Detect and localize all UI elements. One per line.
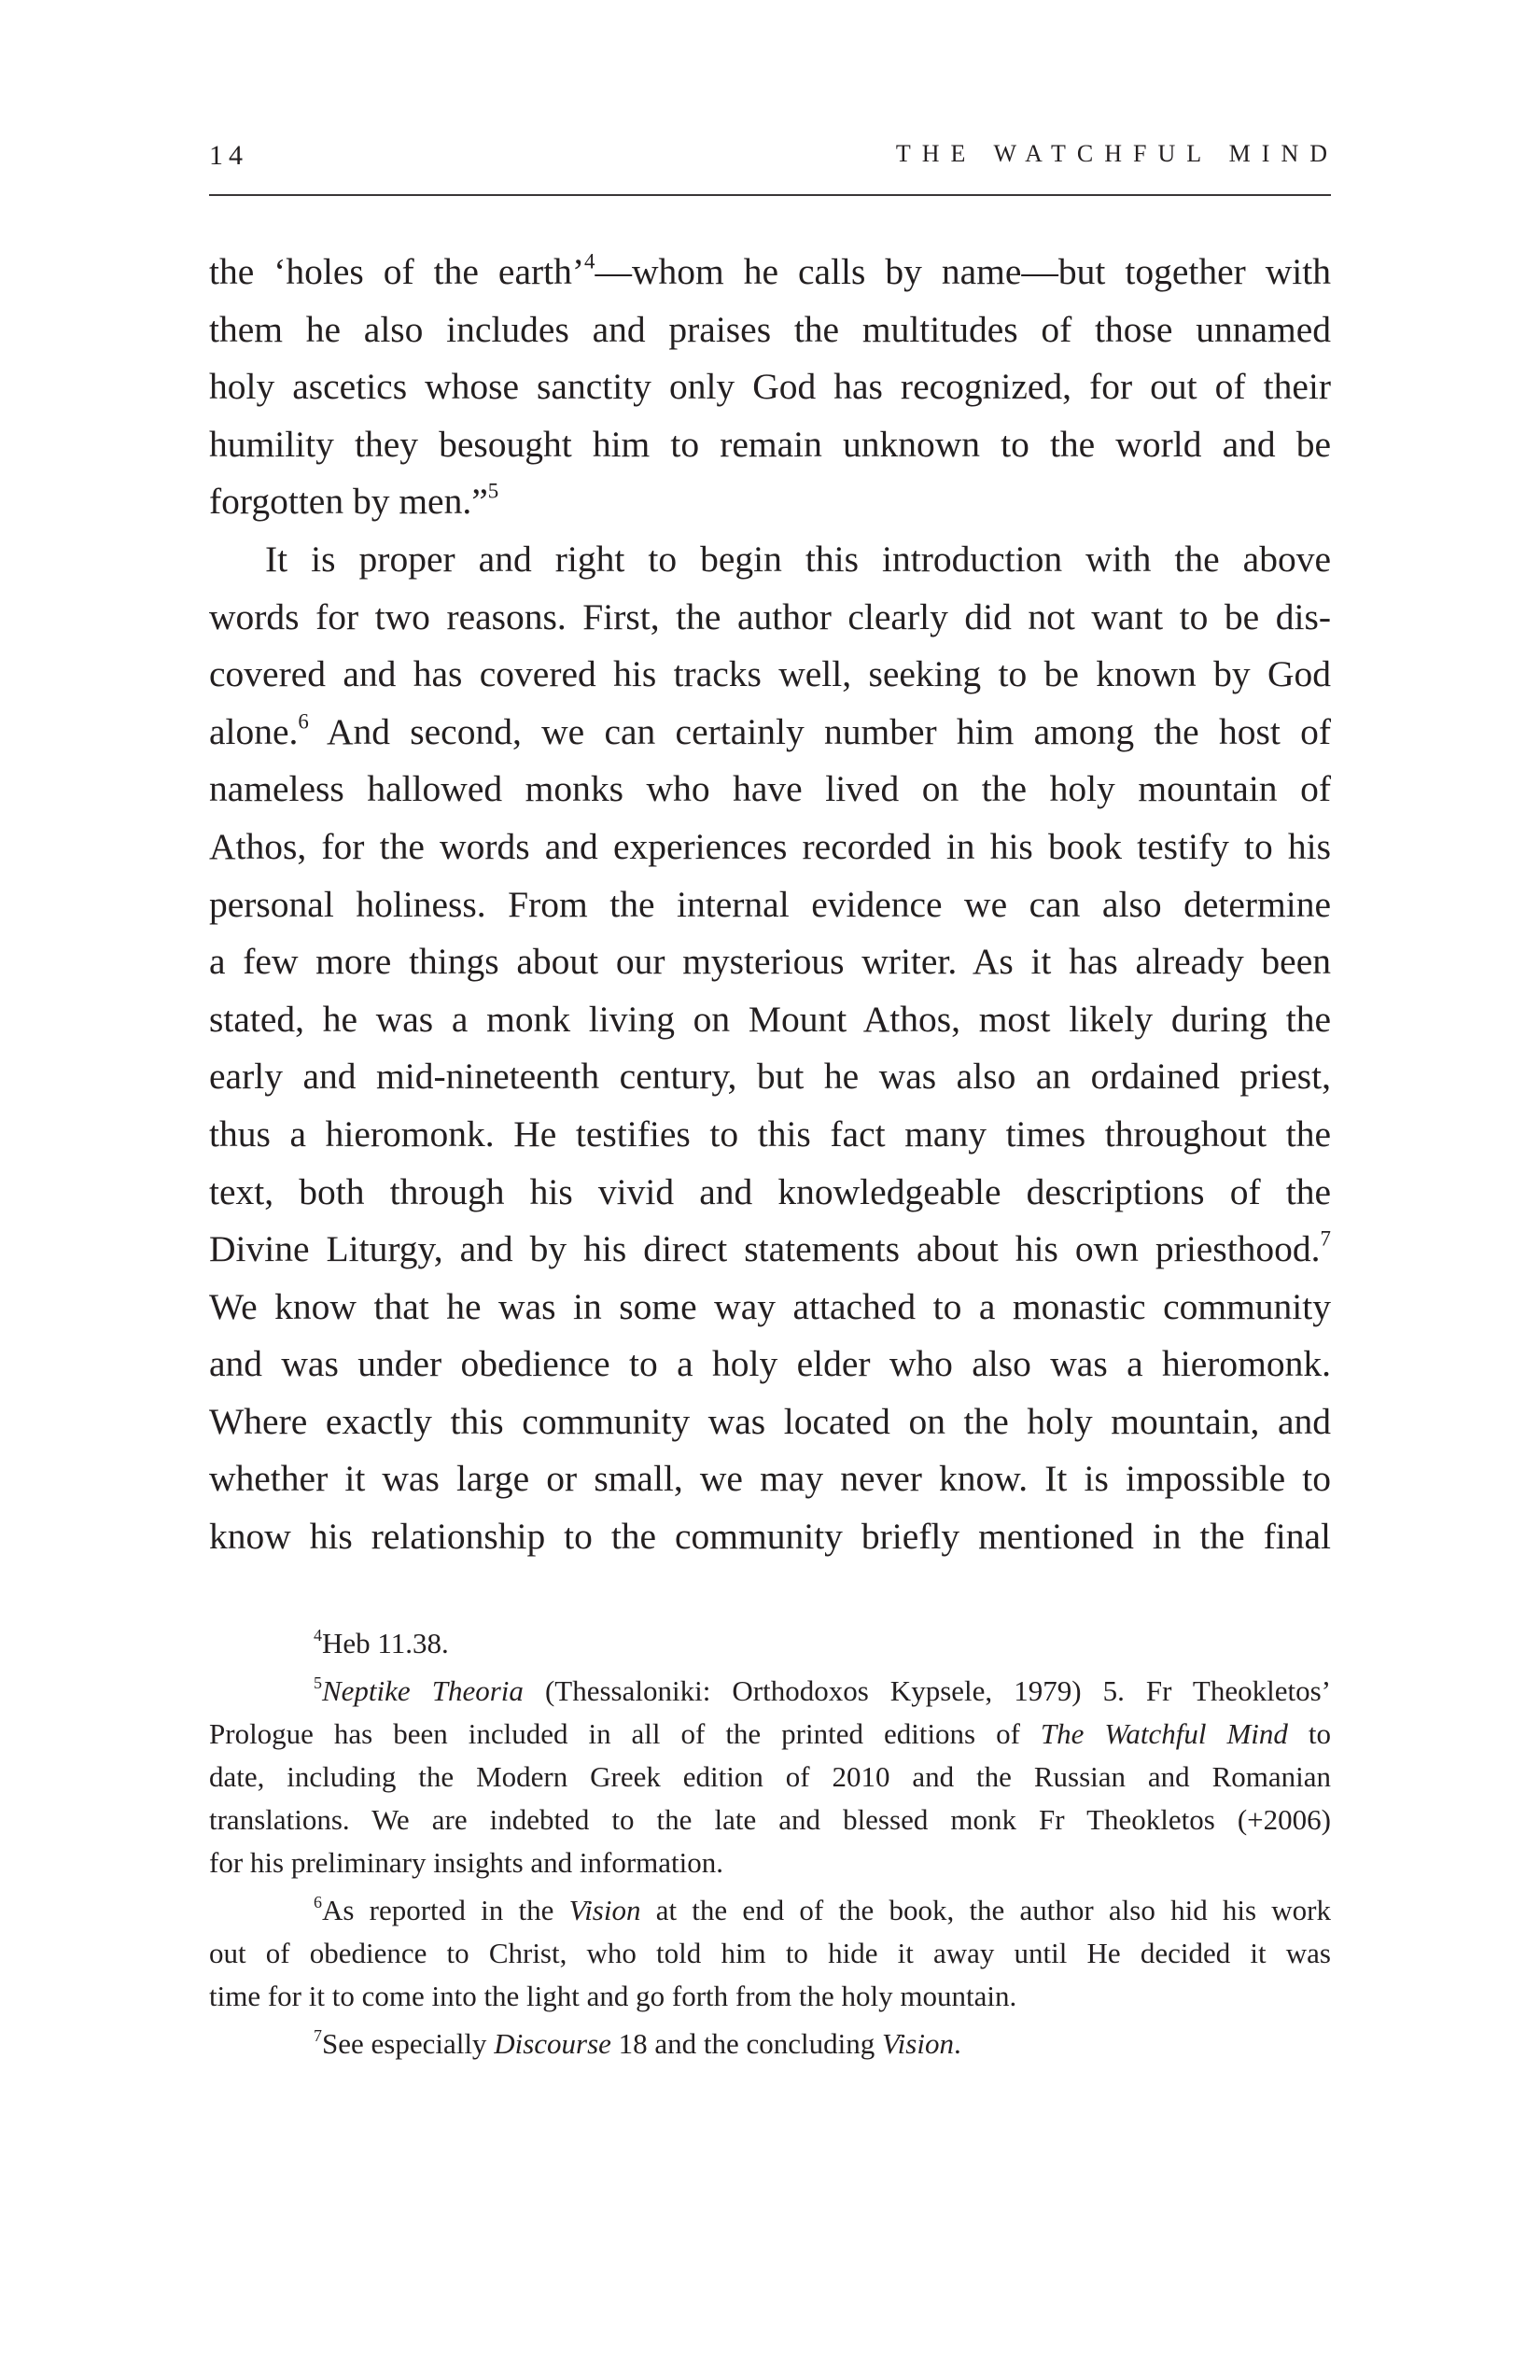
text-line: holy ascetics whose sanctity only God has recognized, for out of their — [209, 366, 1331, 408]
footnote-ref-5[interactable]: 5 — [487, 479, 499, 503]
running-head-title: THE WATCHFUL MIND — [895, 140, 1338, 167]
text-line: know his relationship to the community briefly mentioned in the final — [209, 1516, 1331, 1558]
footnote-line: date, including the Modern Greek edition of 2010 and the Russian and Romanian — [209, 1760, 1331, 1793]
text-line: personal holiness. From the internal evidence we can also determine — [209, 883, 1331, 925]
text-line: a few more things about our mysterious writer. As it has already been — [209, 941, 1331, 983]
footnote-line: translations. We are indebted to the late and blessed monk Fr Theokletos (+2006) — [209, 1803, 1331, 1836]
footnote-number: 4 — [314, 1626, 322, 1645]
footnote-line: $^7$See especially Discourse 18 and the concluding Vision. — [314, 2026, 961, 2060]
footnote-4 — [209, 1622, 1331, 1665]
text-line: the ‘holes of the earth’$^4$—whom he calls by name—but together with — [209, 249, 1331, 292]
footnote-line: $^5$Neptike Theoria (Thessaloniki: Orthodoxos Kypsele, 1979) 5. Fr Theokletos’ — [314, 1673, 1331, 1707]
footnotes — [209, 1622, 1331, 2070]
text-line: It is proper and right to begin this introduction with the above — [265, 538, 1331, 580]
footnote-number: 6 — [314, 1893, 322, 1912]
header-rule — [209, 194, 1331, 196]
footnote-7 — [209, 2023, 1331, 2065]
page-number: 14 — [209, 140, 248, 171]
text-line: words for two reasons. First, the author clearly did not want to be dis- — [209, 595, 1331, 637]
footnote-ref-7[interactable]: 7 — [1320, 1226, 1331, 1251]
book-title-italic: The Watchful Mind — [1040, 1717, 1288, 1750]
text-line: covered and has covered his tracks well, seeking to be known by God — [209, 653, 1331, 695]
footnote-5 — [209, 1670, 1331, 1884]
text-line: Where exactly this community was located on the holy mountain, and — [209, 1400, 1331, 1442]
footnote-line: time for it to come into the light and go forth from the holy mountain. — [209, 1980, 1017, 2012]
text-line: early and mid-nineteenth century, but he was also an ordained priest, — [209, 1056, 1331, 1098]
footnote-line: Prologue has been included in all of the printed editions of The Watchful Mind to — [209, 1717, 1332, 1750]
footnote-line: $^6$As reported in the Vision at the end of the book, the author also hid his work — [314, 1893, 1332, 1926]
text-line: text, both through his vivid and knowledgeable descriptions of the — [209, 1170, 1331, 1212]
text-line: nameless hallowed monks who have lived on the holy mountain of — [209, 768, 1331, 810]
text-line: and was under obedience to a holy elder who also was a hieromonk. — [209, 1343, 1331, 1385]
footnote-number: 7 — [314, 2026, 322, 2046]
text-line: Divine Liturgy, and by his direct statements about his own priesthood.$^7$ — [209, 1226, 1331, 1270]
footnote-ref-4[interactable]: 4 — [584, 249, 595, 273]
text-line: humility they besought him to remain unknown to the world and be — [209, 423, 1331, 465]
text-line: them he also includes and praises the multitudes of those unnamed — [209, 308, 1331, 350]
paragraph-2 — [209, 531, 1331, 1566]
book-title-italic: Neptike Theoria — [321, 1674, 524, 1707]
text-line: whether it was large or small, we may never know. It is impossible to — [209, 1458, 1331, 1500]
title-italic: Vision — [882, 2027, 954, 2060]
footnote-ref-6[interactable]: 6 — [298, 709, 309, 734]
footnote-line: for his preliminary insights and information. — [209, 1846, 724, 1879]
text-line: stated, he was a monk living on Mount Athos, most likely during the — [209, 998, 1331, 1040]
text-line: We know that he was in some way attached to a monastic community — [209, 1285, 1331, 1327]
title-italic: Discourse — [494, 2027, 611, 2060]
text-line: alone.$^6$ And second, we can certainly number him among the host of — [209, 709, 1331, 752]
running-head — [209, 140, 1338, 181]
footnote-6 — [209, 1889, 1331, 2018]
text-line: forgotten by men.”$^5$ — [209, 479, 499, 523]
footnote-line: $^4$Heb 11.38. — [314, 1626, 449, 1659]
body-text — [209, 244, 1331, 1566]
paragraph-1 — [209, 244, 1331, 531]
footnote-line: out of obedience to Christ, who told him to hide it away until He decided it was — [209, 1937, 1331, 1969]
text-line: Athos, for the words and experiences recorded in his book testify to his — [209, 825, 1331, 867]
title-italic: Vision — [568, 1894, 641, 1926]
footnote-number: 5 — [314, 1673, 322, 1693]
text-line: thus a hieromonk. He testifies to this fact many times throughout the — [209, 1113, 1331, 1155]
